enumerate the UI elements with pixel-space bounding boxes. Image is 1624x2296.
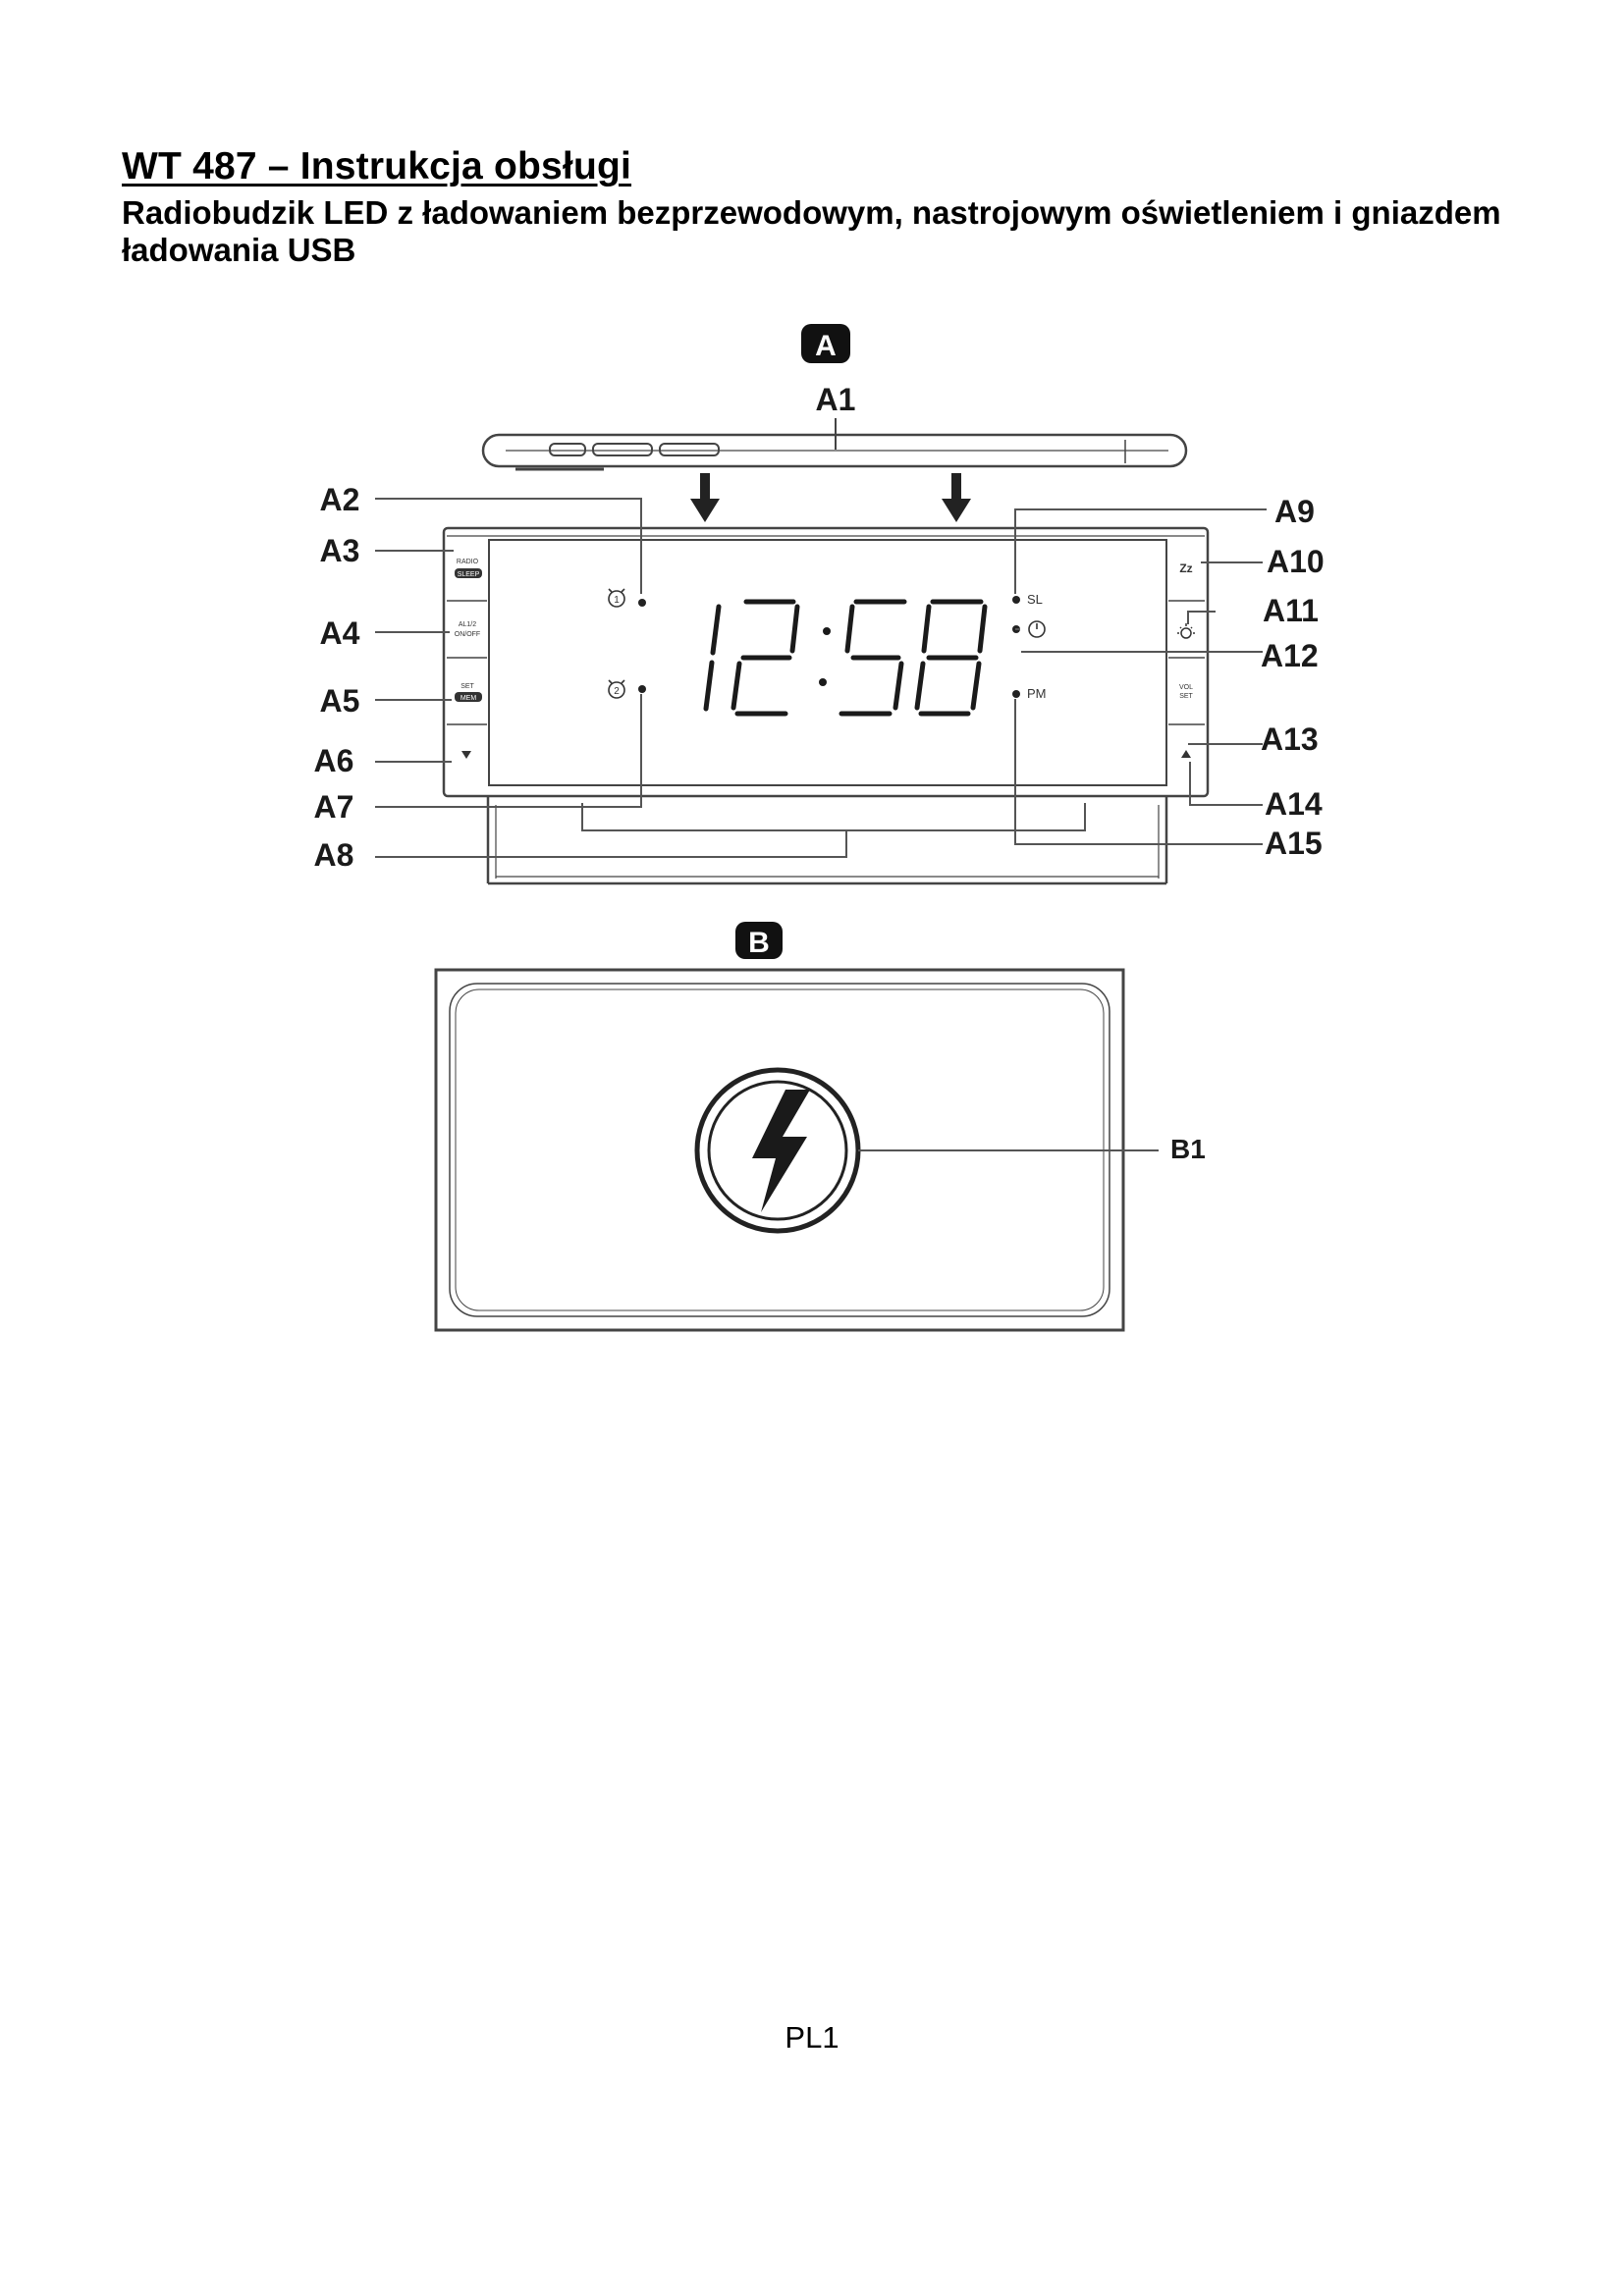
set-mem-button-bottom: MEM [460,695,477,702]
digit-1 [706,607,719,709]
sleep-indicator-dot [1012,596,1020,604]
pm-indicator-dot [1012,690,1020,698]
figure-b-badge-text: B [748,927,770,959]
svg-text:2: 2 [614,686,620,697]
up-button[interactable] [1181,750,1191,758]
pm-indicator-label: PM [1027,686,1047,701]
timer-icon [1029,621,1045,637]
vol-set-button-top: VOL [1178,684,1194,691]
digit-8 [917,602,985,714]
label-a8: A8 [313,837,354,873]
colon-top [823,627,831,635]
figure-a-badge [801,324,850,363]
figure-a-badge-text: A [815,330,837,362]
label-a1: A1 [815,382,856,417]
digit-2 [733,602,797,714]
sleep-indicator-label: SL [1027,592,1043,607]
set-mem-button-top: SET [460,683,474,690]
label-b1: B1 [1170,1134,1206,1164]
alarm-on-off-button-bottom: ON/OFF [454,631,481,638]
label-a15: A15 [1265,826,1323,861]
alarm-on-off-button[interactable] [455,621,480,638]
zz-icon: Zz [1179,561,1193,575]
triangle-up-icon [1181,750,1191,758]
light-button[interactable] [1177,623,1195,638]
label-a6: A6 [313,743,354,778]
leader-lines-right [1015,509,1267,844]
charging-spot [697,1070,858,1231]
radio-sleep-button-bottom: SLEEP [457,571,480,578]
label-a11: A11 [1263,593,1319,628]
label-a4: A4 [319,615,360,651]
set-mem-button[interactable] [455,683,482,702]
label-a14: A14 [1265,786,1323,822]
vol-set-button-bottom: SET [1179,693,1193,700]
arrow-down-icon [942,473,971,522]
triangle-down-icon [461,751,471,759]
label-a7: A7 [313,789,354,825]
page-number: PL1 [785,2020,839,2055]
lightning-bolt-icon [752,1090,810,1212]
label-a3: A3 [319,533,360,568]
down-button[interactable] [461,751,471,759]
digit-5 [841,602,904,714]
label-a10: A10 [1267,544,1325,579]
figure-b-badge [735,922,783,959]
alarm-on-off-button-top: AL1/2 [458,621,477,628]
document-title: WT 487 – Instrukcja obsługi [122,145,632,187]
label-a5: A5 [319,683,360,719]
arrow-down-icon [690,473,720,522]
radio-sleep-button[interactable] [455,559,482,578]
label-a13: A13 [1261,721,1319,757]
svg-text:1: 1 [614,595,620,606]
sleep-zz-button[interactable] [1179,561,1192,575]
label-a9: A9 [1274,494,1315,529]
vol-set-button[interactable] [1179,684,1194,700]
colon-bottom [819,678,827,686]
label-a2: A2 [319,482,360,517]
led-display [706,602,985,714]
lamp-icon [1177,623,1195,638]
radio-sleep-button-top: RADIO [456,559,479,565]
document-subtitle: Radiobudzik LED z ładowaniem bezprzewodowym, nastrojowym oświetleniem i gniazdem ładowania USB [122,194,1501,268]
label-a12: A12 [1261,638,1319,673]
